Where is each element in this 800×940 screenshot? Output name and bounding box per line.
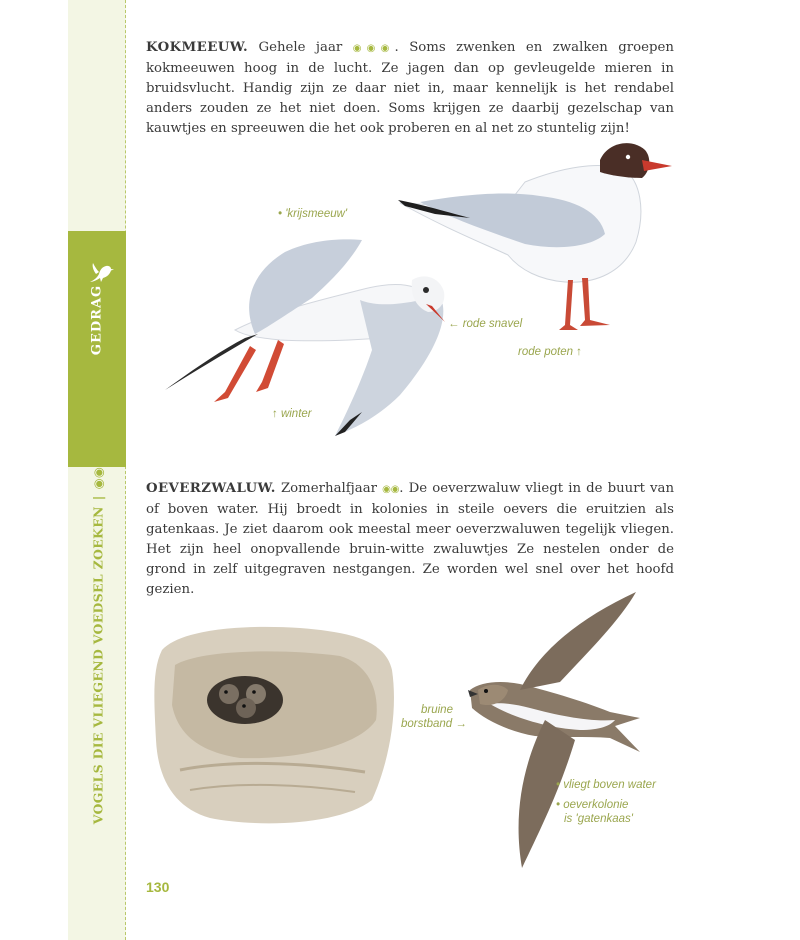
kokmeeuw-species-name: KOKMEEUW.	[146, 40, 249, 55]
annotation-rode-snavel: ← rode snavel	[448, 318, 523, 330]
oeverzwaluw-species-name: OEVERZWALUW.	[146, 481, 276, 496]
oeverzwaluw-season: Zomerhalfjaar	[280, 481, 378, 496]
oeverzwaluw-nest-illustration	[154, 627, 394, 824]
annotation-winter: ↑ winter	[272, 408, 312, 420]
oeverzwaluw-flying-illustration	[468, 592, 640, 868]
oeverzwaluw-frequency-marker: ◉◉	[382, 484, 400, 495]
kokmeeuw-frequency-marker: ◉◉◉	[352, 43, 395, 54]
kokmeeuw-text: . Soms zwenken en zwalken groepen kokmeeuwen hoog in de lucht. Ze jagen dan op gevleugelde mieren in bruidsvlucht. Handig zijn ze daar niet in, maar kennelijk is het rendabel anders zouden ze het niet doen. Soms krijgen ze daarbij gezelschap van kauwtjes en spreeuwen die het ook proberen en al net zo stuntelig zijn!	[146, 40, 674, 136]
section-tab-label: GEDRAG	[89, 284, 105, 356]
annotation-rode-poten: rode poten ↑	[518, 346, 582, 358]
oeverzwaluw-text: . De oeverzwaluw vliegt in de buurt van of boven water. Hij broedt in kolonies in steile oevers die eruitzien als gatenkaas. Je ziet daarom ook meestal meer oeverzwaluwen tegelijk vliegen. Het zijn heel onopvallende bruin-witte zwaluwtjes Ze nestelen onder de grond in zelf uitgegraven nestgangen. Ze worden wel snel over het hoofd gezien.	[146, 481, 675, 597]
chapter-title-text: VOGELS DIE VLIEGEND VOEDSEL ZOEKEN	[90, 506, 106, 825]
kokmeeuw-season: Gehele jaar	[258, 40, 343, 55]
annotation-gatenkaas: is 'gatenkaas'	[564, 813, 633, 825]
annotation-oeverkolonie: • oeverkolonie	[556, 799, 629, 811]
annotation-vliegt-boven-water: • vliegt boven water	[556, 779, 656, 791]
annotation-krijsmeeuw: • 'krijsmeeuw'	[278, 208, 348, 220]
page-number: 130	[146, 879, 170, 895]
chapter-frequency-marker: ◉◉◉	[90, 455, 106, 490]
chapter-separator: |	[90, 495, 106, 501]
annotation-bruine: bruine	[421, 704, 453, 716]
annotation-borstband: borstband →	[401, 718, 467, 730]
